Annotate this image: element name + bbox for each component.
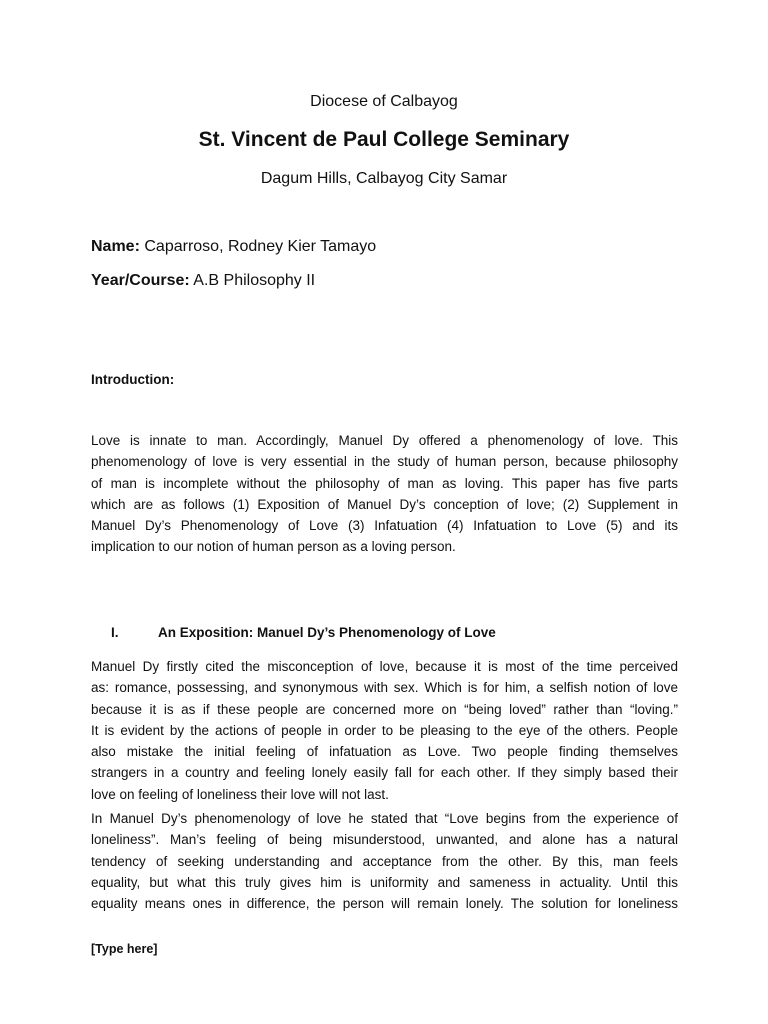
paragraph-line: It is evident by the actions of people in order to be pleasing to the eye of the others. People [91,722,678,738]
year-course-line [91,272,315,290]
section-number: I. [111,625,119,640]
paragraph-line: as: romance, possessing, and synonymous with sex. Which is for him, a selfish notion of love [91,680,678,696]
name-value: Caparroso, Rodney Kier Tamayo [144,238,377,255]
paragraph-line: tendency of seeking understanding and acceptance from the other. By this, man feels [91,853,678,869]
introduction-heading: Introduction: [91,372,175,387]
college-address: Dagum Hills, Calbayog City Samar [260,170,508,187]
paragraph-line: phenomenology of love is very essential in the study of human person, because philosophy [91,454,678,470]
section-title: An Exposition: Manuel Dy’s Phenomenology of Love [158,625,496,640]
paragraph-line: equality, but what this truly gives him is uniformity and sameness in actuality. Until this [91,874,678,890]
footer-placeholder[interactable]: [Type here] [91,942,158,956]
paragraph-line: Manuel Dy’s Phenomenology of Love (3) Infatuation (4) Infatuation to Love (5) and its [91,518,678,534]
college-title: St. Vincent de Paul College Seminary [198,128,570,151]
paragraph-line: which are as follows (1) Exposition of Manuel Dy’s conception of love; (2) Supplement in [91,496,678,512]
paragraph-line: Love is innate to man. Accordingly, Manuel Dy offered a phenomenology of love. This [91,433,678,448]
paragraph-line: implication to our notion of human person as a loving person. [91,539,456,555]
paragraph-line: love on feeling of loneliness their love will not last. [91,786,389,802]
year-course-label: Year/Course: [91,272,190,289]
name-label: Name: [91,238,140,255]
section-paragraph-2 [91,808,678,914]
diocese-title: Diocese of Calbayog [310,93,458,110]
introduction-paragraph [91,430,678,558]
section-paragraph-1 [91,656,678,805]
paragraph-line: because it is as if these people are concerned more on “being loved” rather than “loving.” [91,701,678,717]
paragraph-line: of man is incomplete without the philosophy of man as loving. This paper has five parts [91,475,678,491]
student-name-line [91,238,376,256]
year-course-value: A.B Philosophy II [193,272,316,289]
paragraph-line: equality means ones in difference, the person will remain lonely. The solution for loneliness [91,896,678,912]
paragraph-line: strangers in a country and feeling lonely easily fall for each other. If they simply based their [91,765,678,781]
paragraph-line: also mistake the initial feeling of infatuation as Love. Two people finding themselves [91,744,678,760]
paragraph-line: In Manuel Dy’s phenomenology of love he stated that “Love begins from the experience of [91,811,678,826]
paragraph-line: loneliness”. Man’s feeling of being misunderstood, unwanted, and alone has a natural [91,832,678,848]
section-heading [111,625,496,640]
paragraph-line: Manuel Dy firstly cited the misconception of love, because it is most of the time perceived [91,659,678,674]
